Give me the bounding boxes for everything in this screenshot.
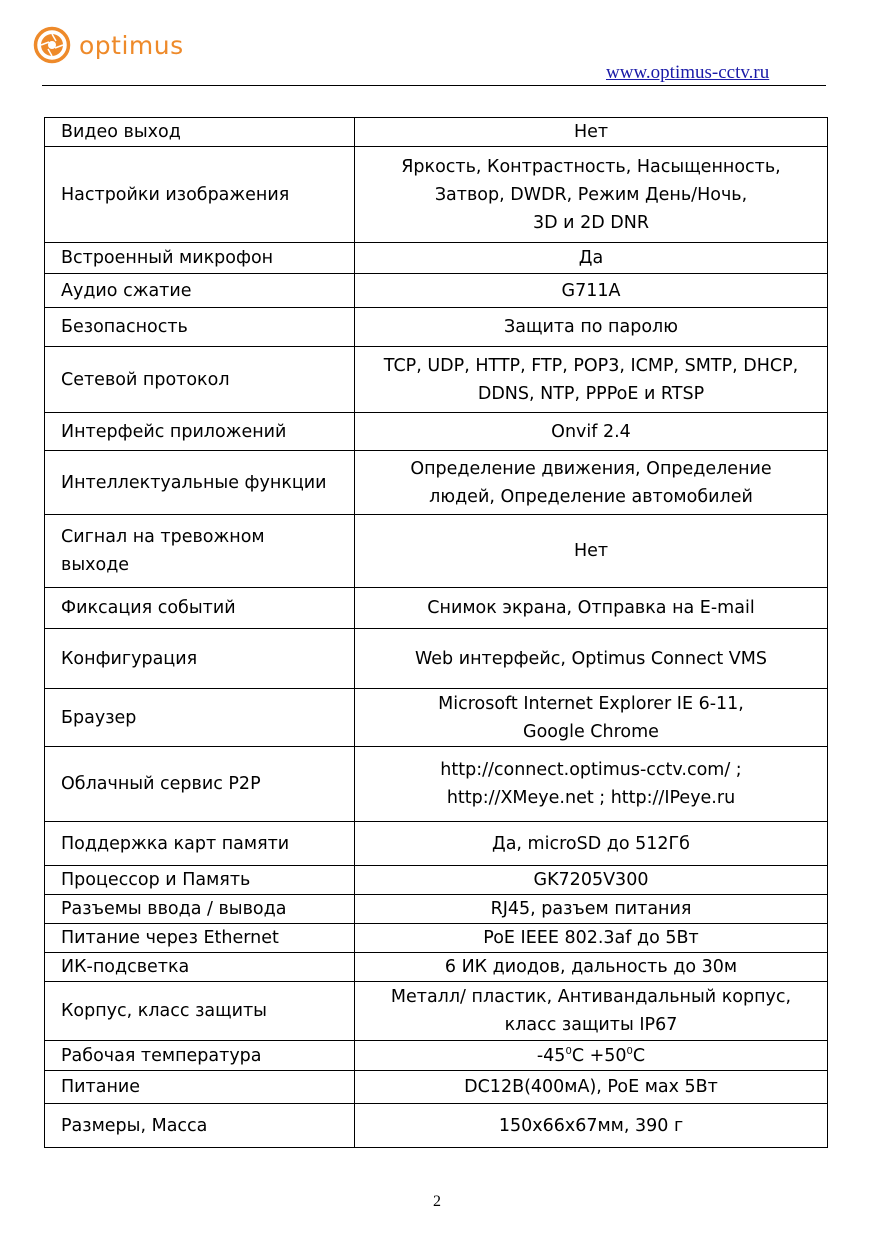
value-part: 0	[626, 1045, 633, 1057]
spec-row	[45, 924, 828, 953]
spec-row	[45, 822, 828, 866]
value-part: 0	[565, 1045, 572, 1057]
spec-row	[45, 629, 828, 689]
spec-label: Процессор и Память	[45, 866, 355, 895]
spec-value: Нет	[355, 118, 828, 147]
spec-value	[355, 1041, 828, 1071]
spec-value: Снимок экрана, Отправка на E-mail	[355, 588, 828, 629]
spec-label: Интерфейс приложений	[45, 413, 355, 451]
header-divider	[42, 85, 826, 86]
spec-value: 150х66х67мм, 390 г	[355, 1104, 828, 1148]
spec-value: TCP, UDP, HTTP, FTP, POP3, ICMP, SMTP, DHCP, DDNS, NTP, PPPoE и RTSP	[355, 347, 828, 413]
spec-row	[45, 953, 828, 982]
spec-label: Питание	[45, 1071, 355, 1104]
spec-row	[45, 982, 828, 1041]
spec-value: Защита по паролю	[355, 308, 828, 347]
spec-label: Настройки изображения	[45, 147, 355, 243]
logo-text: optimus	[79, 30, 184, 60]
spec-row	[45, 451, 828, 515]
spec-row	[45, 1071, 828, 1104]
value-part: C	[632, 1045, 646, 1066]
spec-row	[45, 515, 828, 588]
spec-label: Сигнал на тревожном выходе	[45, 515, 355, 588]
spec-label: Аудио сжатие	[45, 274, 355, 308]
spec-value: GK7205V300	[355, 866, 828, 895]
page-number: 2	[433, 1193, 441, 1210]
spec-value: RJ45, разъем питания	[355, 895, 828, 924]
spec-label: Безопасность	[45, 308, 355, 347]
spec-row	[45, 1104, 828, 1148]
spec-label: Сетевой протокол	[45, 347, 355, 413]
spec-label: Конфигурация	[45, 629, 355, 689]
spec-label: Размеры, Масса	[45, 1104, 355, 1148]
spec-value: 6 ИК диодов, дальность до 30м	[355, 953, 828, 982]
spec-label: Видео выход	[45, 118, 355, 147]
spec-value: PoE IEEE 802.3af до 5Вт	[355, 924, 828, 953]
spec-row	[45, 747, 828, 822]
spec-row	[45, 347, 828, 413]
spec-value: Microsoft Internet Explorer IE 6-11, Google Chrome	[355, 689, 828, 747]
value-part: -45	[536, 1045, 566, 1066]
spec-label: Разъемы ввода / вывода	[45, 895, 355, 924]
spec-label: Фиксация событий	[45, 588, 355, 629]
spec-row	[45, 895, 828, 924]
spec-label: Браузер	[45, 689, 355, 747]
spec-label: Интеллектуальные функции	[45, 451, 355, 515]
spec-row	[45, 1041, 828, 1071]
spec-row	[45, 866, 828, 895]
spec-value: Onvif 2.4	[355, 413, 828, 451]
spec-row	[45, 274, 828, 308]
spec-label: Питание через Ethernet	[45, 924, 355, 953]
specs-table	[44, 117, 828, 1148]
spec-label: ИК-подсветка	[45, 953, 355, 982]
spec-label: Корпус, класс защиты	[45, 982, 355, 1041]
spec-row	[45, 308, 828, 347]
spec-value: DC12В(400мА), PoE мах 5Вт	[355, 1071, 828, 1104]
value-part: C +50	[571, 1045, 627, 1066]
spec-value: Web интерфейс, Optimus Connect VMS	[355, 629, 828, 689]
spec-row	[45, 689, 828, 747]
spec-label: Рабочая температура	[45, 1041, 355, 1071]
spec-value: Нет	[355, 515, 828, 588]
spec-row	[45, 147, 828, 243]
spec-value: G711A	[355, 274, 828, 308]
spec-value: Металл/ пластик, Антивандальный корпус, класс защиты IP67	[355, 982, 828, 1041]
spec-value: Определение движения, Определение людей, Определение автомобилей	[355, 451, 828, 515]
aperture-logo-icon	[33, 26, 71, 64]
spec-value: http://connect.optimus-cctv.com/ ; http://XMeye.net ; http://IPeye.ru	[355, 747, 828, 822]
website-link[interactable]: www.optimus-cctv.ru	[606, 62, 770, 83]
optimus-logo	[33, 26, 184, 64]
spec-value: Да	[355, 243, 828, 274]
spec-label: Встроенный микрофон	[45, 243, 355, 274]
spec-label: Облачный сервис P2P	[45, 747, 355, 822]
spec-row	[45, 588, 828, 629]
spec-row	[45, 413, 828, 451]
spec-label: Поддержка карт памяти	[45, 822, 355, 866]
spec-row	[45, 243, 828, 274]
spec-value: Яркость, Контрастность, Насыщенность, Затвор, DWDR, Режим День/Ночь, 3D и 2D DNR	[355, 147, 828, 243]
spec-row	[45, 118, 828, 147]
spec-value: Да, microSD до 512Гб	[355, 822, 828, 866]
